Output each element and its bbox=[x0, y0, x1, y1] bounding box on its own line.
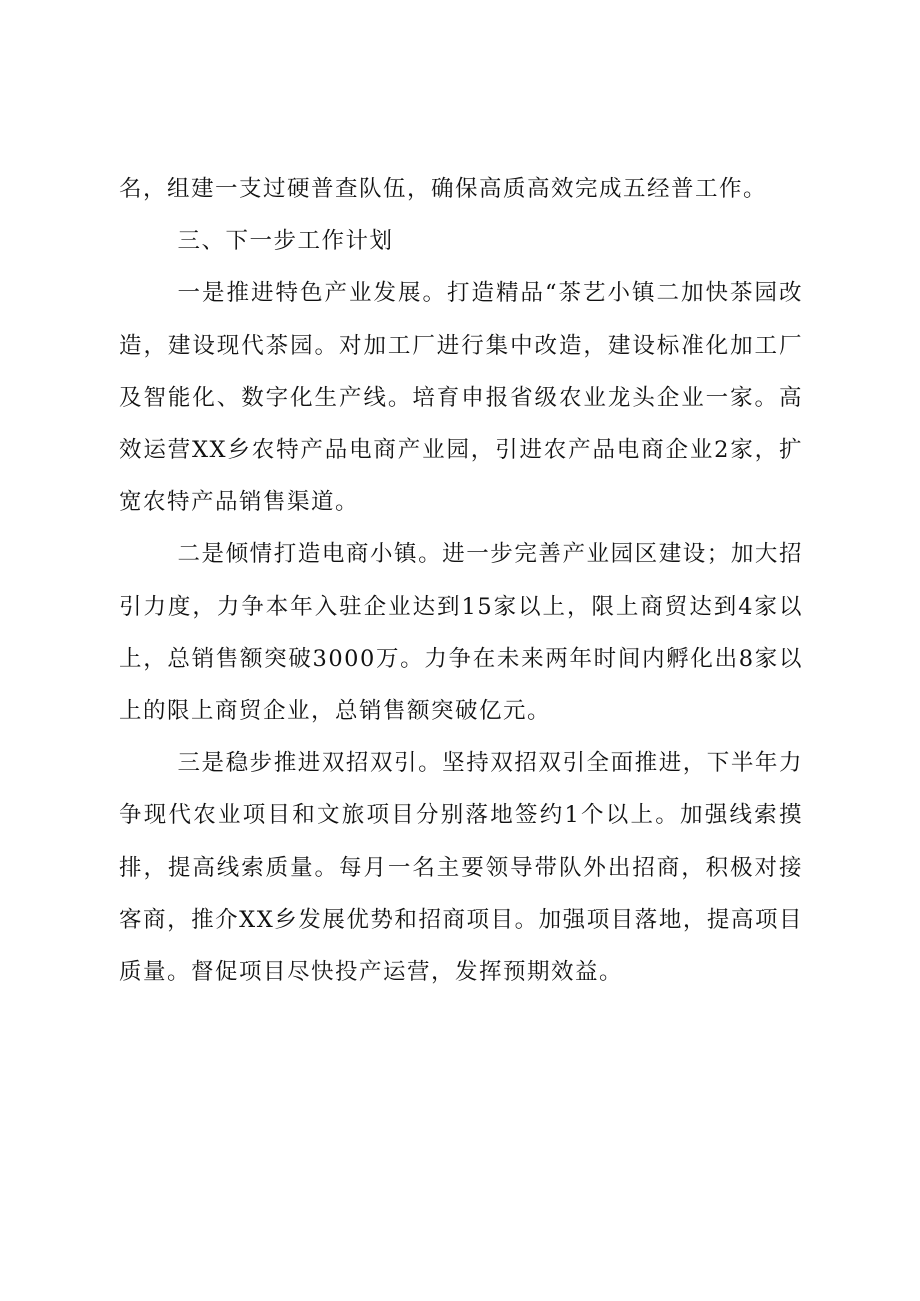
paragraph-industry: 一是推进特色产业发展。打造精品“茶艺小镇二加快茶园改造，建设现代茶园。对加工厂进行集中改造，建设标准化加工厂及智能化、数字化生产线。培育申报省级农业龙头企业一家。高效运营XX乡农特产品电商产业园，引进农产品电商企业2家，扩宽农特产品销售渠道。 bbox=[119, 280, 803, 516]
paragraph-ecommerce: 二是倾情打造电商小镇。进一步完善产业园区建设；加大招引力度，力争本年入驻企业达到15家以上，限上商贸达到4家以上，总销售额突破3000万。力争在未来两年时间内孵化出8家以上的限上商贸企业，总销售额突破亿元。 bbox=[119, 541, 803, 725]
document-body bbox=[119, 163, 803, 998]
section-heading: 三、下一步工作计划 bbox=[177, 228, 394, 255]
paragraph-continuation: 名，组建一支过硬普查队伍，确保高质高效完成五经普工作。 bbox=[119, 176, 768, 202]
paragraph-investment: 三是稳步推进双招双引。坚持双招双引全面推进，下半年力争现代农业项目和文旅项目分别落地签约1个以上。加强线索摸排，提高线索质量。每月一名主要领导带队外出招商，积极对接客商，推介XX乡发展优势和招商项目。加强项目落地，提高项目质量。督促项目尽快投产运营，发挥预期效益。 bbox=[119, 750, 803, 986]
